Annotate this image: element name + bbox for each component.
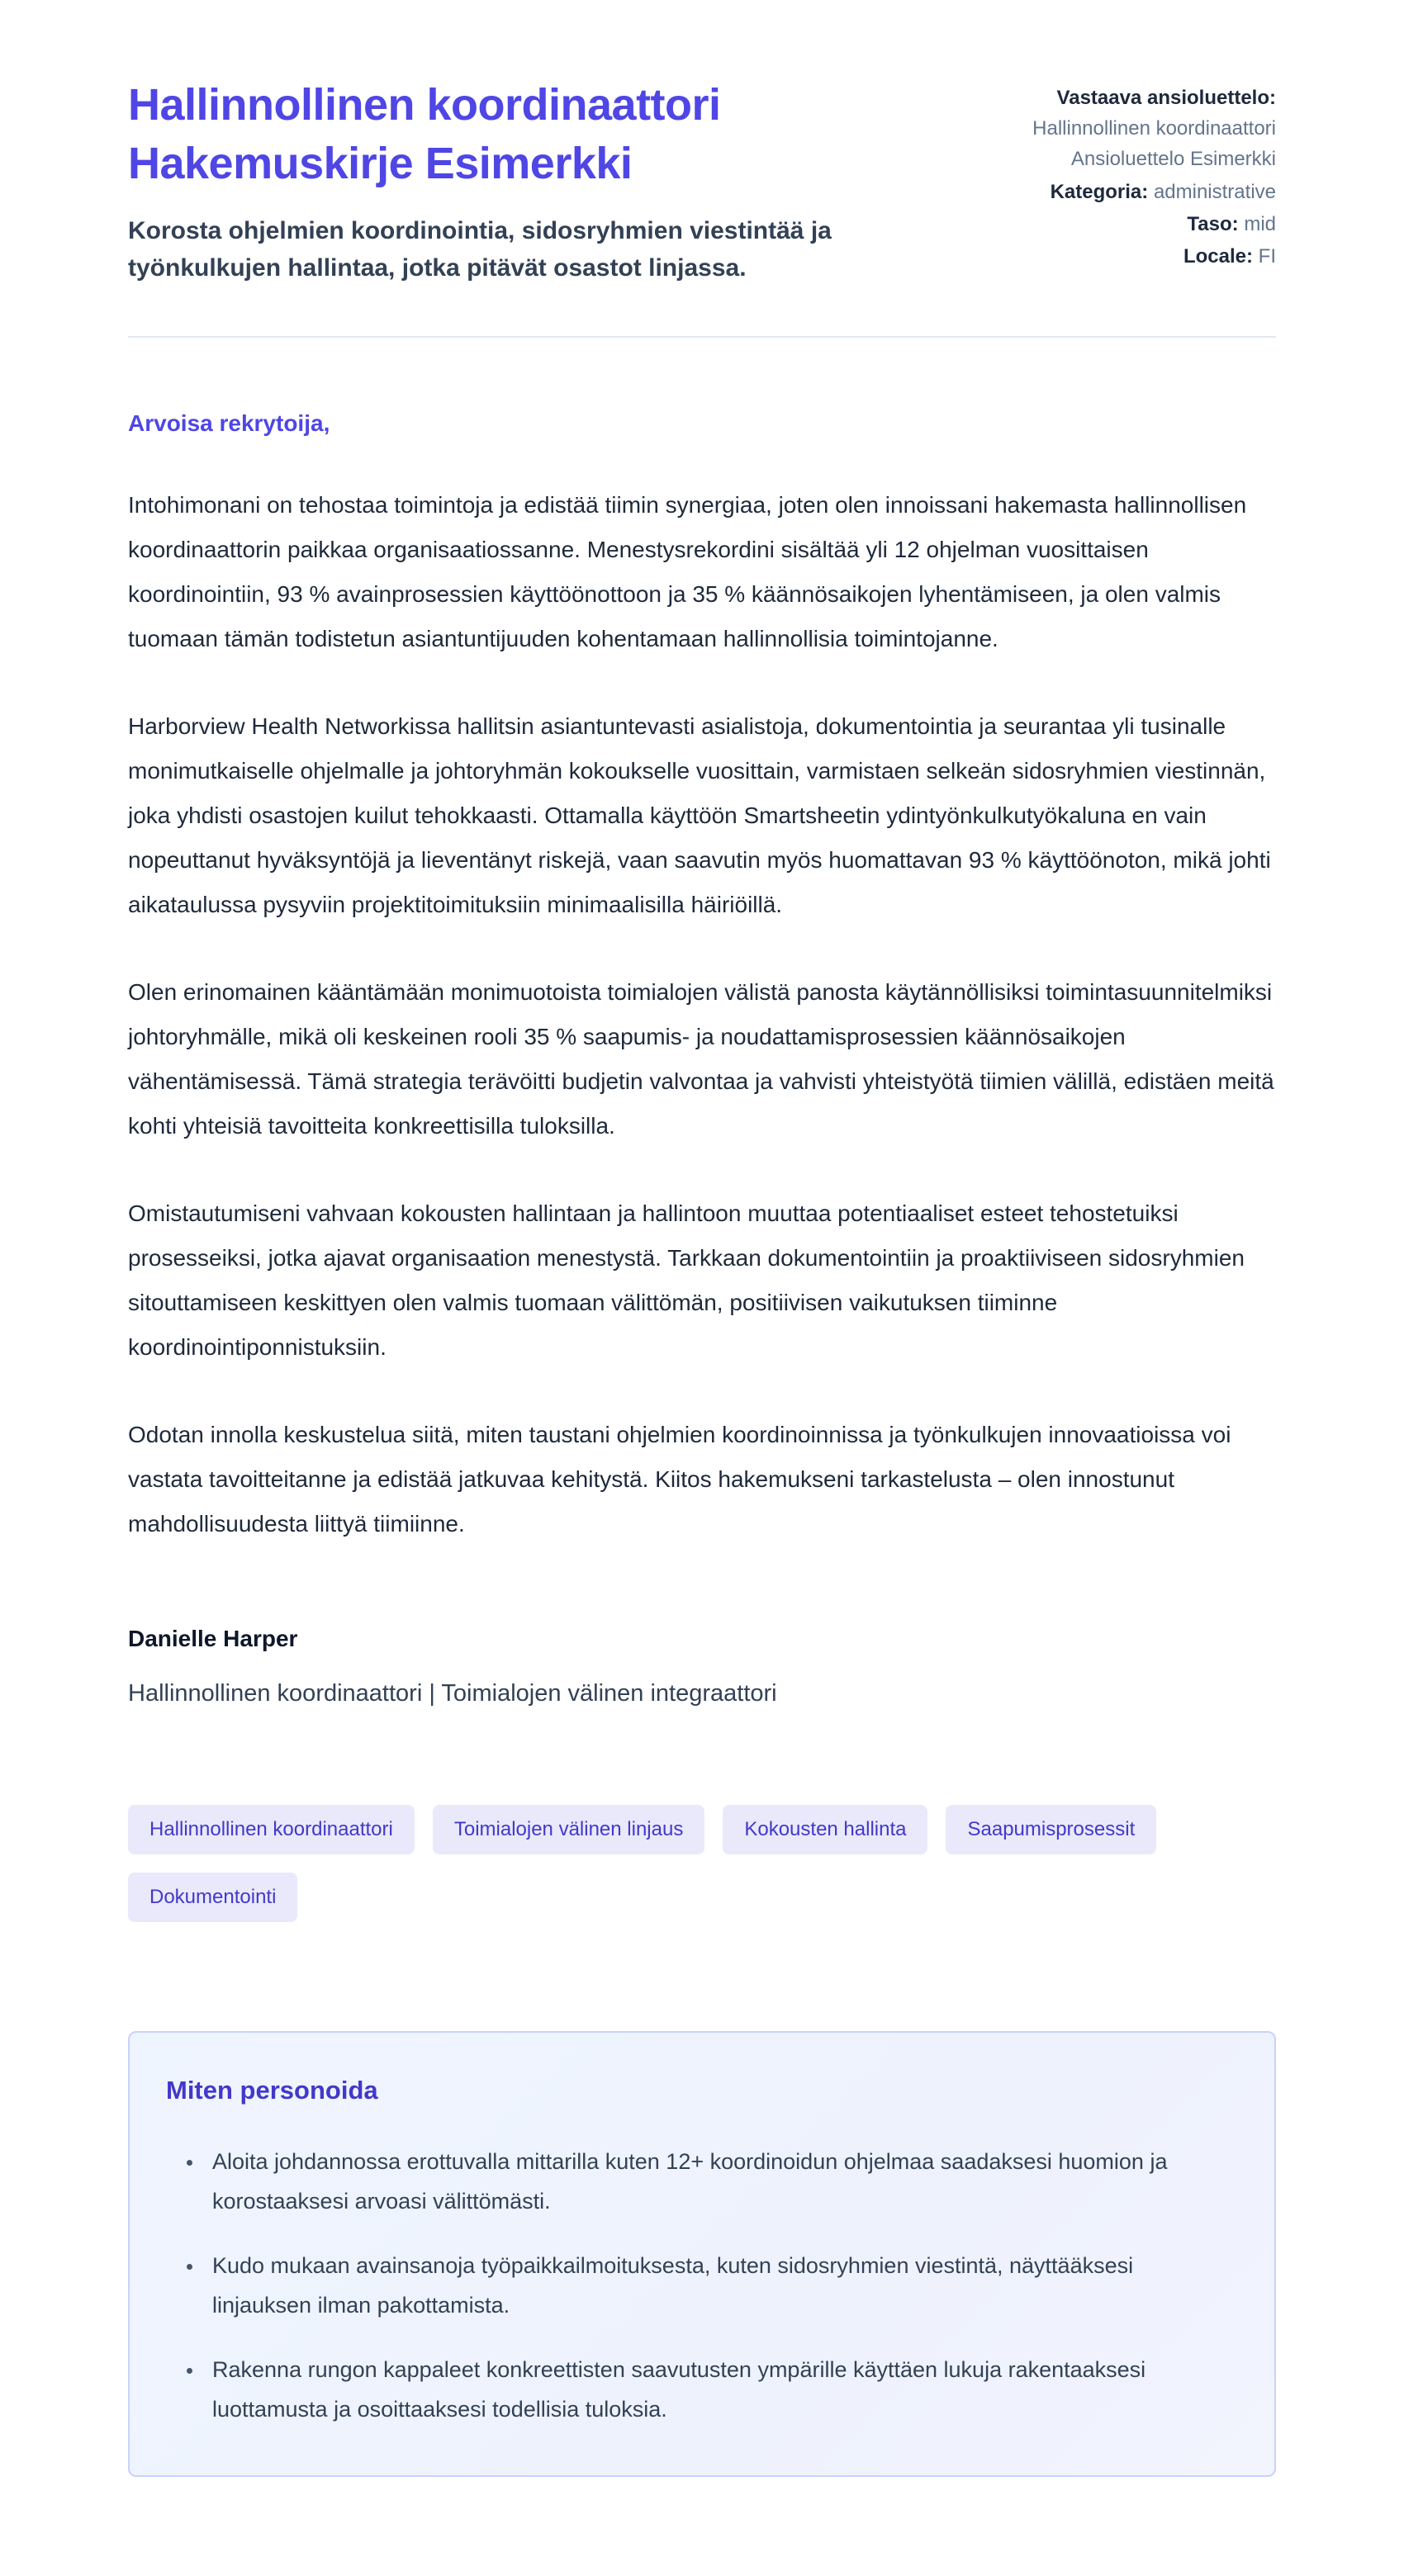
page-title: Hallinnollinen koordinaattori Hakemuskirje Esimerkki — [128, 80, 721, 189]
header-title-block — [128, 76, 855, 286]
cover-letter-body — [128, 410, 1276, 1708]
letter-paragraph: Olen erinomainen kääntämään monimuotoista toimialojen välistä panosta käytännöllisiksi toimintasuunnitelmiksi johtoryhmälle, mikä oli keskeinen rooli 35 % saapumis- ja noudattamisprosessien käännösaikojen vähentämisessä. Tämä strategia terävöitti budjetin valvontaa ja vahvisti yhteistyötä tiimien välillä, edistäen meitä kohti yhteisiä tavoitteita konkreettisilla tuloksilla. — [128, 978, 1274, 1139]
signature-block — [128, 1626, 1276, 1707]
page-subtitle: Korosta ohjelmien koordinointia, sidosryhmien viestintää ja työnkulkujen hallintaa, jotka pitävät osastot linjassa. — [128, 216, 832, 282]
signature-role: Hallinnollinen koordinaattori | Toimialojen välinen integraattori — [128, 1680, 777, 1707]
meta-category: Kategoria: administrative — [1050, 180, 1276, 203]
tag-chip[interactable]: Toimialojen välinen linjaus — [433, 1805, 705, 1854]
letter-greeting: Arvoisa rekrytoija, — [128, 410, 330, 436]
page-container — [128, 0, 1276, 2576]
meta-level: Taso: mid — [1187, 212, 1276, 235]
tip-item: • Rakenna rungon kappaleet konkreettisten saavutusten ympärille käyttäen lukuja rakentaaksesi luottamusta ja osoittaaksesi todellisia tuloksia. — [204, 2350, 1228, 2429]
signature-name: Danielle Harper — [128, 1626, 298, 1652]
header-divider — [128, 336, 1276, 338]
meta-resume-value: Hallinnollinen koordinaattori Ansioluettelo Esimerkki — [1032, 117, 1276, 171]
tag-chip[interactable]: Hallinnollinen koordinaattori — [128, 1805, 415, 1854]
tip-item: • Kudo mukaan avainsanoja työpaikkailmoituksesta, kuten sidosryhmien viestintä, näyttääksesi linjauksen ilman pakottamista. — [204, 2246, 1228, 2325]
meta-panel — [991, 76, 1276, 272]
tag-list — [128, 1805, 1276, 1922]
letter-paragraph: Odotan innolla keskustelua siitä, miten taustani ohjelmien koordinoinnissa ja työnkulkujen innovaatioissa voi vastata tavoitteitanne ja edistää jatkuvaa kehitystä. Kiitos hakemukseni tarkastelusta – olen innostunut mahdollisuudesta liittyä tiimiinne. — [128, 1422, 1231, 1537]
tips-list — [166, 2142, 1228, 2429]
tag-chip[interactable]: Saapumisprosessit — [946, 1805, 1156, 1854]
tips-heading: Miten personoida — [166, 2076, 378, 2105]
tag-chip[interactable]: Kokousten hallinta — [723, 1805, 927, 1854]
letter-paragraph: Harborview Health Networkissa hallitsin asiantuntevasti asialistoja, dokumentointia ja seurantaa yli tusinalle monimutkaiselle ohjelmalle ja johtoryhmän kokoukselle vuosittain, varmistaen selkeän sidosryhmien viestinnän, joka yhdisti osastojen kuilut tehokkaasti. Ottamalla käyttöön Smartsheetin ydintyönkulkutyökaluna en vain nopeuttanut hyväksyntöjä ja lieventänyt riskejä, vaan saavutin myös huomattavan 93 % käyttöönoton, mikä johti aikataulussa pysyviin projektitoimituksiin minimaalisilla häiriöillä. — [128, 713, 1271, 917]
letter-paragraph: Omistautumiseni vahvaan kokousten hallintaan ja hallintoon muuttaa potentiaaliset esteet tehostetuiksi prosesseiksi, jotka ajavat organisaation menestystä. Tarkkaan dokumentointiin ja proaktiiviseen sidosryhmien sitouttamiseen keskittyen olen valmis tuomaan välittömän, positiivisen vaikutuksen tiiminne koordinointiponnistuksiin. — [128, 1200, 1245, 1361]
tag-chip[interactable]: Dokumentointi — [128, 1873, 297, 1922]
letter-paragraph: Intohimonani on tehostaa toimintoja ja edistää tiimin synergiaa, joten olen innoissani hakemasta hallinnollisen koordinaattorin paikkaa organisaatiossanne. Menestysrekordini sisältää yli 12 ohjelman vuosittaisen koordinointiin, 93 % avainprosessien käyttöönottoon ja 35 % käännösaikojen lyhentämiseen, ja olen valmis tuomaan tämän todistetun asiantuntijuuden kohentamaan hallinnollisia toimintojanne. — [128, 491, 1247, 651]
tip-item: • Aloita johdannossa erottuvalla mittarilla kuten 12+ koordinoidun ohjelmaa saadaksesi huomion ja korostaaksesi arvoasi välittömästi. — [204, 2142, 1228, 2221]
meta-locale: Locale: FI — [1183, 244, 1276, 268]
meta-resume-label: Vastaava ansioluettelo: — [1056, 87, 1276, 109]
personalization-tips-box — [128, 2031, 1276, 2477]
header — [128, 76, 1276, 286]
